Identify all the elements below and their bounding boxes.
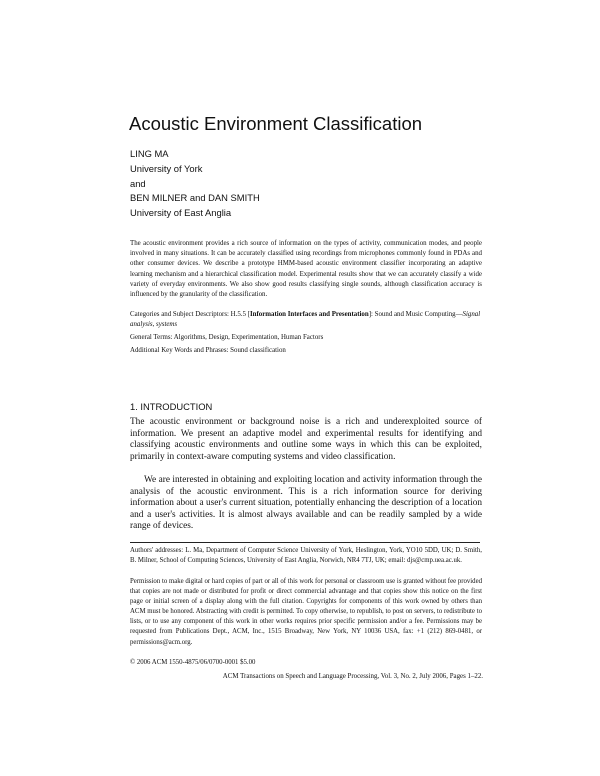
author-block bbox=[130, 147, 260, 221]
categories-bold-term: Information Interfaces and Presentation bbox=[249, 311, 369, 318]
paper-title: Acoustic Environment Classification bbox=[129, 113, 423, 134]
intro-paragraph-1: The acoustic environment or background noise is a rich and underexploited source of information. We present an adaptive model and experimental results for identifying and classifying acoustic environments and outline some ways in which this can be exploited, primarily in context-aware computing systems and video classification. bbox=[130, 417, 482, 462]
abstract: The acoustic environment provides a rich source of information on the types of activity, communication modes, and people involved in many situations. It can be accurately classified using recordings from microphones commonly found in PDAs and other consumer devices. We describe a prototype HMM-based acoustic environment classifier incorporating an adaptive learning mechanism and a hierarchical classification model. Experimental results show that we can accurately classify a wide variety of everyday environments. We also show good results classifying single sounds, although classification accuracy is influenced by the granularity of the classification. bbox=[130, 240, 482, 299]
categories-descriptors bbox=[130, 310, 482, 330]
footnote-divider bbox=[130, 542, 480, 543]
author-conjunction: and bbox=[130, 177, 146, 189]
footnote-copyright: © 2006 ACM 1550-4875/06/0700-0001 $5.00 bbox=[130, 659, 256, 666]
footnote-permission-notice: Permission to make digital or hard copies of part or all of this work for personal or classroom use is granted without fee provided that copies are not made or distributed for profit or direct commercial advantage and that copies show this notice on the first page or initial screen of a display along with the full citation. Copyrights for components of this work owned by others than ACM must be honored. Abstracting with credit is permitted. To copy otherwise, to republish, to post on servers, to redistribute to lists, or to use any component of this work in other works requires prior specific permission and/or a fee. Permissions may be requested from Publications Dept., ACM, Inc., 1515 Broadway, New York, NY 10036 USA, fax: +1 (212) 869-0481, or permissions@acm.org. bbox=[130, 578, 482, 646]
author-name: LING MA bbox=[130, 148, 169, 159]
categories-middle: ]: Sound and Music Computing— bbox=[368, 311, 463, 318]
intro-paragraph-2: We are interested in obtaining and exploiting location and activity information through the analysis of the acoustic environment. This is a rich information source for deriving information about a user's current situation, potentially enhancing the description of a location and a user's activities. It is almost always available and can be readily sampled by a wide range of devices. bbox=[130, 475, 482, 532]
author-name: BEN MILNER and DAN SMITH bbox=[130, 192, 260, 204]
author-affiliation: University of York bbox=[130, 162, 203, 174]
additional-keywords: Additional Key Words and Phrases: Sound classification bbox=[130, 347, 286, 354]
footnote-author-addresses: Authors' addresses: L. Ma, Department of Computer Science University of York, Heslington, York, YO10 5DD, UK; D. Smith, B. Milner, School of Computing Sciences, University of East Anglia, Norwich, NR4 7TJ, UK; email: djs@cmp.uea.ac.uk. bbox=[130, 547, 482, 565]
categories-italic-term: Signal analysis, systems bbox=[130, 311, 481, 329]
journal-footer: ACM Transactions on Speech and Language Processing, Vol. 3, No. 2, July 2006, Pages 1–22. bbox=[222, 673, 483, 680]
section-heading-introduction: 1. INTRODUCTION bbox=[130, 401, 213, 412]
author-affiliation: University of East Anglia bbox=[130, 207, 232, 219]
categories-prefix: Categories and Subject Descriptors: H.5.5 [ bbox=[130, 311, 250, 318]
general-terms: General Terms: Algorithms, Design, Experimentation, Human Factors bbox=[130, 334, 324, 341]
